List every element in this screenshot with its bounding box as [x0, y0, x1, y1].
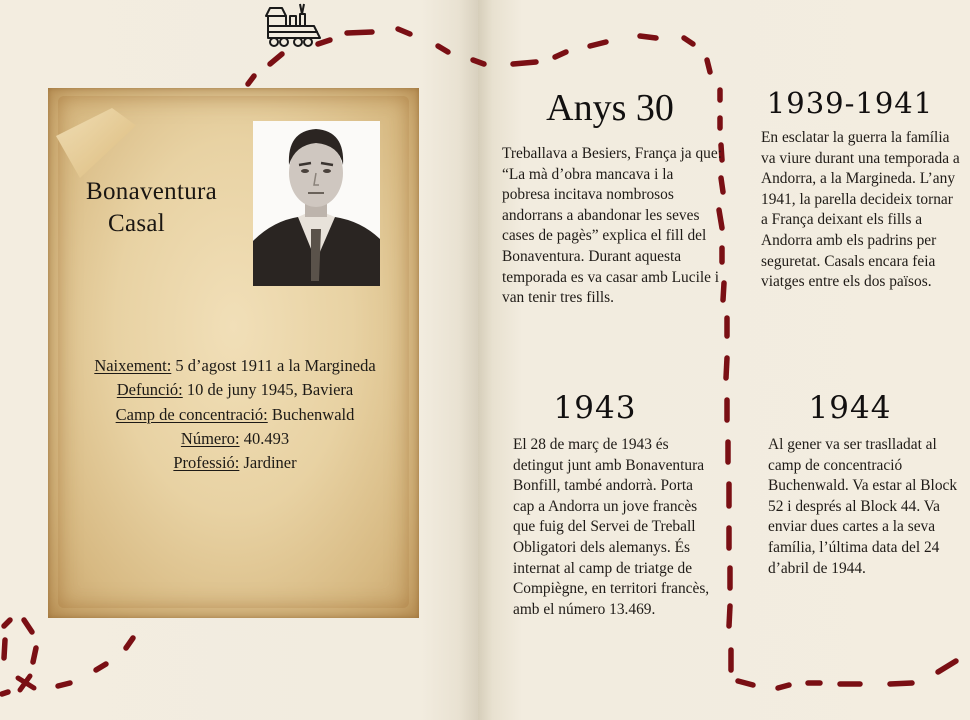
timeline-heading-anys-30: Anys 30 [546, 87, 674, 129]
timeline-text-1943: El 28 de març de 1943 és detingut junt amb Bonaventura Bonfill, també andorrà. Porta cap a Andorra un jove francès que fuig del Servei de Treball Obligatori dels alemanys. És internat al camp de triatge de Compiègne, en territori francès, amb el número 13.469. [513, 436, 710, 618]
parchment-curl-decoration [56, 108, 136, 178]
timeline-heading-1944: 1944 [808, 390, 892, 426]
fact-death: Defunció: 10 de juny 1945, Baviera [116, 380, 354, 400]
portrait-image [253, 121, 380, 286]
biographical-facts [80, 354, 390, 475]
timeline-text-1939-1941: En esclatar la guerra la família va viure durant una temporada a Andorra, a la Margineda. L’any 1941, la parella decideix tornar a França deixant els fills a Andorra amb els padrins per seguretat. Casals encara feia viatges entre els dos països. [761, 129, 960, 291]
name-last: Casal [108, 210, 166, 237]
fact-profession: Professió: Jardiner [173, 453, 297, 473]
timeline-text-anys-30: Treballava a Besiers, França ja que: “La mà d’obra mancava i la pobresa incitava nombrosos andorrans a abandonar les seves cases de pagès” explica el fill del Bonaventura. Durant aquesta temporada es va casar amb Lucile i van tenir tres fills. [502, 145, 722, 307]
person-name [86, 176, 217, 240]
portrait-photo [253, 121, 380, 286]
fact-number: Número: 40.493 [180, 428, 290, 448]
fact-birth: Naixement: 5 d’agost 1911 a la Margineda [94, 356, 376, 375]
timeline-heading-1939-1941: 1939-1941 [766, 86, 934, 120]
fact-camp: Camp de concentració: Buchenwald [115, 404, 355, 424]
name-first: Bonaventura [86, 178, 218, 205]
timeline-text-1944: Al gener va ser traslladat al camp de concentració Buchenwald. Va estar al Block 52 i després al Block 44. Va enviar dues cartes a la seva família, l’última data del 24 d’abril de 1944. [768, 436, 958, 577]
train-icon [260, 2, 332, 50]
timeline-heading-1943: 1943 [553, 390, 637, 426]
